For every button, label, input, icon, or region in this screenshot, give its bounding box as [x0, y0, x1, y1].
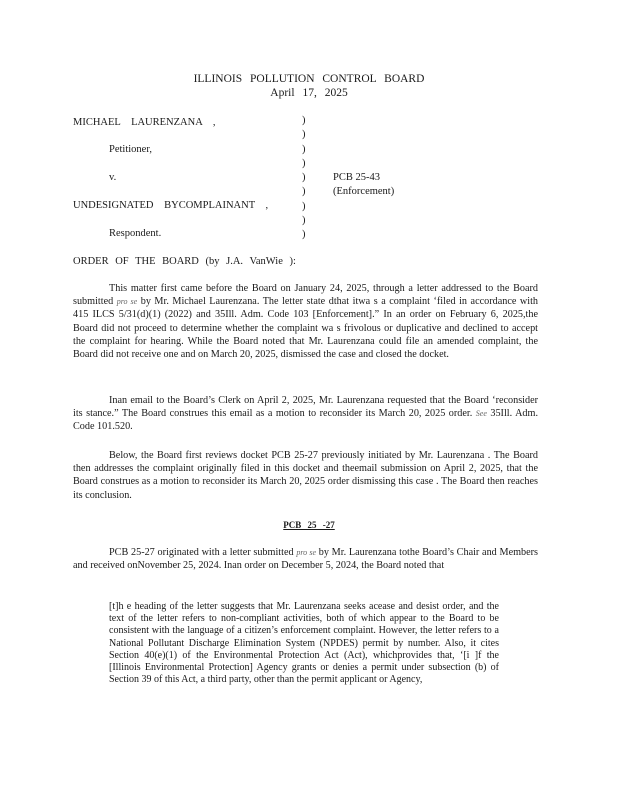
block-quote: [t]h e heading of the letter suggests that Mr. Laurenzana seeks acease and desist order, and the text of the letter refers to non-compliant activities, both of which appear to the Board to be consistent with the language of a citizen’s enforcement complaint. However, the letter refers to a National Pollutant Discharge Elimination System (NPDES) permit by number. Also, it cites Section 40(e)(1) of the Environmental Protection Act (Act), whichprovides that, ‘[i ]f the [Illinois Environmental Protection] Agency grants or denies a permit under subsection (b) of Section 39 of this Act, a third party, other than the permit applicant or Agency,: [109, 601, 499, 686]
paren: ): [302, 115, 306, 126]
paren: ): [302, 143, 306, 155]
pro-se-italic: pro se: [296, 548, 316, 557]
paragraph-4-text-b: by Mr. Laurenzana tothe Board’s Chair and Members and received onNovember 25, 2024. Inan order on December 5, 2024, the Board noted that: [73, 547, 538, 572]
paren: ): [302, 215, 306, 227]
paragraph-1-text-b: by Mr. Michael Laurenzana. The letter state dthat itwa s a complaint ‘filed in accordance with 415 ILCS 5/31(d)(1) (2022) and 35Ill. Adm. Code 103 [Enforcement].” In an order on February 6, 2025,the Board did not proceed to determine whether the complaint wa s frivolous or duplicative and declined to accept the complaint for hearing. While the Board noted that Mr. Laurenzana could file an amended complaint, the Board did not receive one and on March 20, 2025, dismissed the case and closed the docket.: [73, 296, 539, 361]
paragraph-4: [73, 546, 538, 572]
case-type: (Enforcement): [333, 186, 395, 197]
paragraph-3: Below, the Board first reviews docket PCB 25-27 previously initiated by Mr. Laurenzana . The Board then addresses the complaint originally filed in this docket and theemail submission on April 2, 2025, that the Board construes as a motion to reconsider its March 20, 2025 order dismissing this case . The Board then reaches its conclusion.: [73, 450, 538, 501]
paren: ): [302, 200, 306, 212]
paragraph-1-text-a: This matter first came before the Board on January 24, 2025, through a letter addressed to the Board submitted: [73, 283, 538, 308]
order-heading: ORDER OF THE BOARD (by J.A. VanWie ):: [73, 256, 296, 267]
caption-parentheses: [302, 114, 306, 243]
paragraph-4-text-a: PCB 25-27 originated with a letter submitted: [109, 547, 294, 558]
versus: v.: [109, 172, 117, 183]
board-name: ILLINOIS POLLUTION CONTROL BOARD: [193, 73, 425, 85]
paragraph-2: [73, 394, 538, 434]
petitioner-name: MICHAEL LAURENZANA ,: [73, 117, 216, 128]
pro-se-italic: pro se: [116, 297, 138, 307]
paren: ): [302, 157, 306, 169]
order-date: April 17, 2025: [270, 87, 348, 99]
see-italic: See: [475, 409, 487, 419]
paragraph-1: [73, 282, 538, 361]
paren: ): [302, 186, 306, 198]
paren: ): [302, 229, 306, 241]
respondent-name: UNDESIGNATED BYCOMPLAINANT ,: [73, 200, 269, 211]
paren: ): [302, 129, 306, 141]
paragraph-2-text-b: 35Ill. Adm. Code 101.520.: [73, 408, 538, 433]
case-number: PCB 25-43: [333, 172, 380, 183]
paren: ): [302, 172, 306, 184]
petitioner-role: Petitioner,: [109, 144, 153, 155]
respondent-role: Respondent.: [109, 228, 162, 239]
paragraph-2-text-a: Inan email to the Board’s Clerk on April 2, 2025, Mr. Laurenzana requested that the Board ‘reconsider its stance.” The Board construes this email as a motion to reconsider its March 20, 2025 order.: [73, 395, 538, 420]
section-heading: PCB 25 -27: [283, 520, 335, 530]
